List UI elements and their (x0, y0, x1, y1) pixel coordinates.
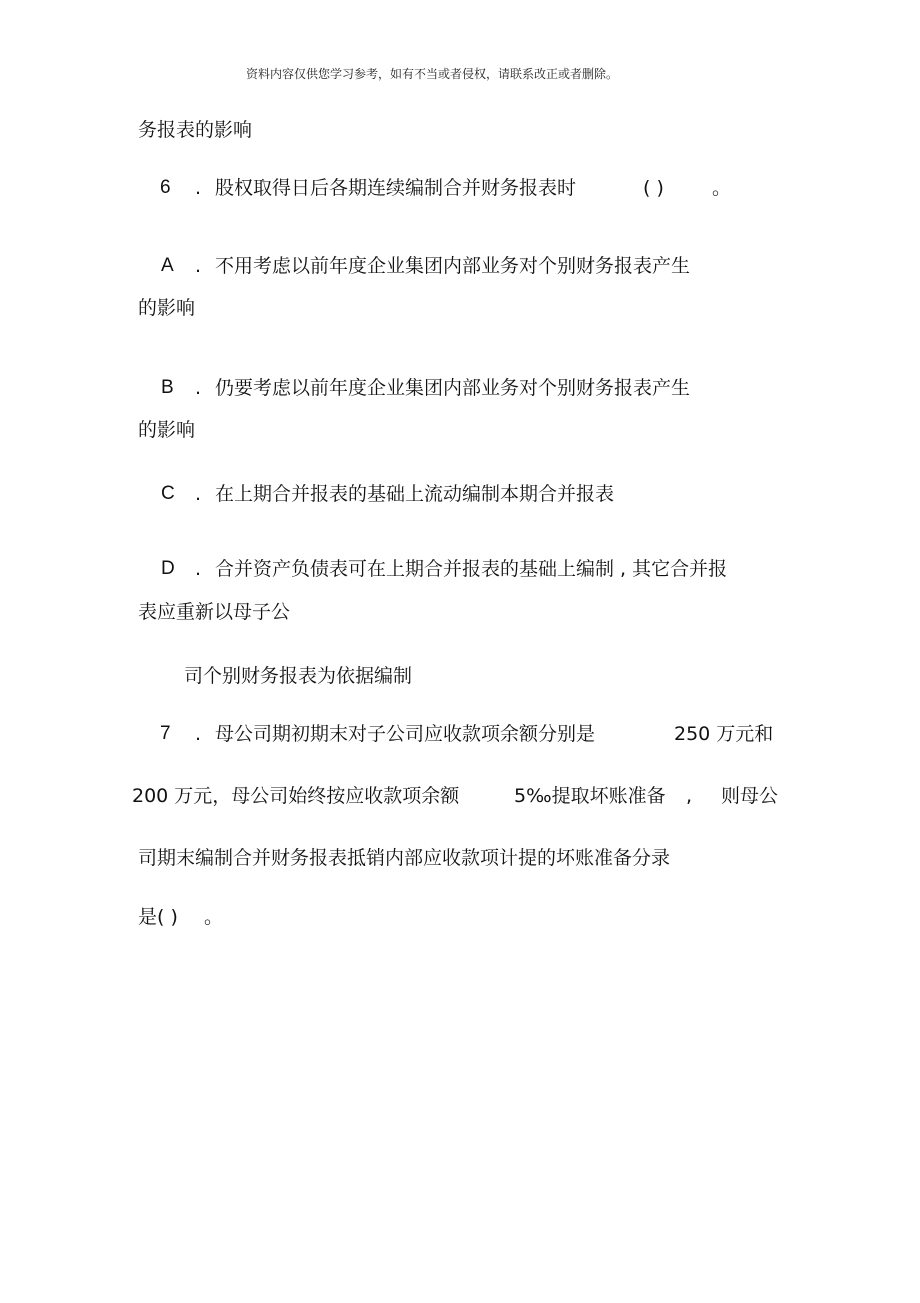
question-7-amount: 250 万元和 (674, 723, 774, 745)
option-c-label: C (161, 483, 175, 504)
continued-text: 务报表的影响 (138, 119, 253, 141)
option-c-dot: . (195, 483, 202, 505)
option-b-text: 仍要考虑以前年度企业集团内部业务对个别财务报表产生 (215, 377, 691, 399)
disclaimer-header: 资料内容仅供您学习参考，如有不当或者侵权，请联系改正或者删除。 (246, 67, 619, 81)
question-7-line-2-comma: , (686, 785, 693, 807)
option-d-label: D (161, 558, 175, 579)
question-7-number: 7 (160, 723, 171, 744)
question-6-text: 股权取得日后各期连续编制合并财务报表时 (215, 177, 577, 199)
question-7-line-2-part-1: 200 万元，母公司始终按应收款项余额 (132, 785, 460, 807)
question-6-number: 6 (160, 177, 171, 198)
option-a-dot: . (195, 255, 202, 277)
option-b-dot: . (195, 377, 202, 399)
question-7-line-4: 是( ) (138, 906, 178, 928)
question-7-line-2-rate: 5‰提取坏账准备 (514, 785, 666, 807)
question-7-line-3: 司期末编制合并财务报表抵销内部应收款项计提的坏账准备分录 (138, 847, 671, 869)
option-d-dot: . (195, 558, 202, 580)
question-7-dot: . (195, 723, 202, 745)
question-6-answer-blank: ( ) (643, 177, 664, 199)
option-b-continuation: 的影响 (138, 419, 196, 441)
option-a-label: A (161, 255, 174, 276)
option-d-continuation-1: 表应重新以母子公 (138, 601, 291, 623)
option-d-text: 合并资产负债表可在上期合并报表的基础上编制 , 其它合并报 (215, 558, 728, 580)
question-7-line-2-part-2: 则母公 (721, 785, 779, 807)
question-6-end-mark: 。 (712, 177, 732, 199)
option-d-continuation-2: 司个别财务报表为依据编制 (184, 665, 413, 687)
question-7-text: 母公司期初期末对子公司应收款项余额分别是 (215, 723, 596, 745)
question-7-end-mark: 。 (204, 906, 224, 928)
question-6-dot: . (195, 177, 202, 199)
option-c-text: 在上期合并报表的基础上流动编制本期合并报表 (215, 483, 615, 505)
option-a-continuation: 的影响 (138, 297, 196, 319)
option-a-text: 不用考虑以前年度企业集团内部业务对个别财务报表产生 (215, 255, 691, 277)
option-b-label: B (161, 377, 174, 398)
